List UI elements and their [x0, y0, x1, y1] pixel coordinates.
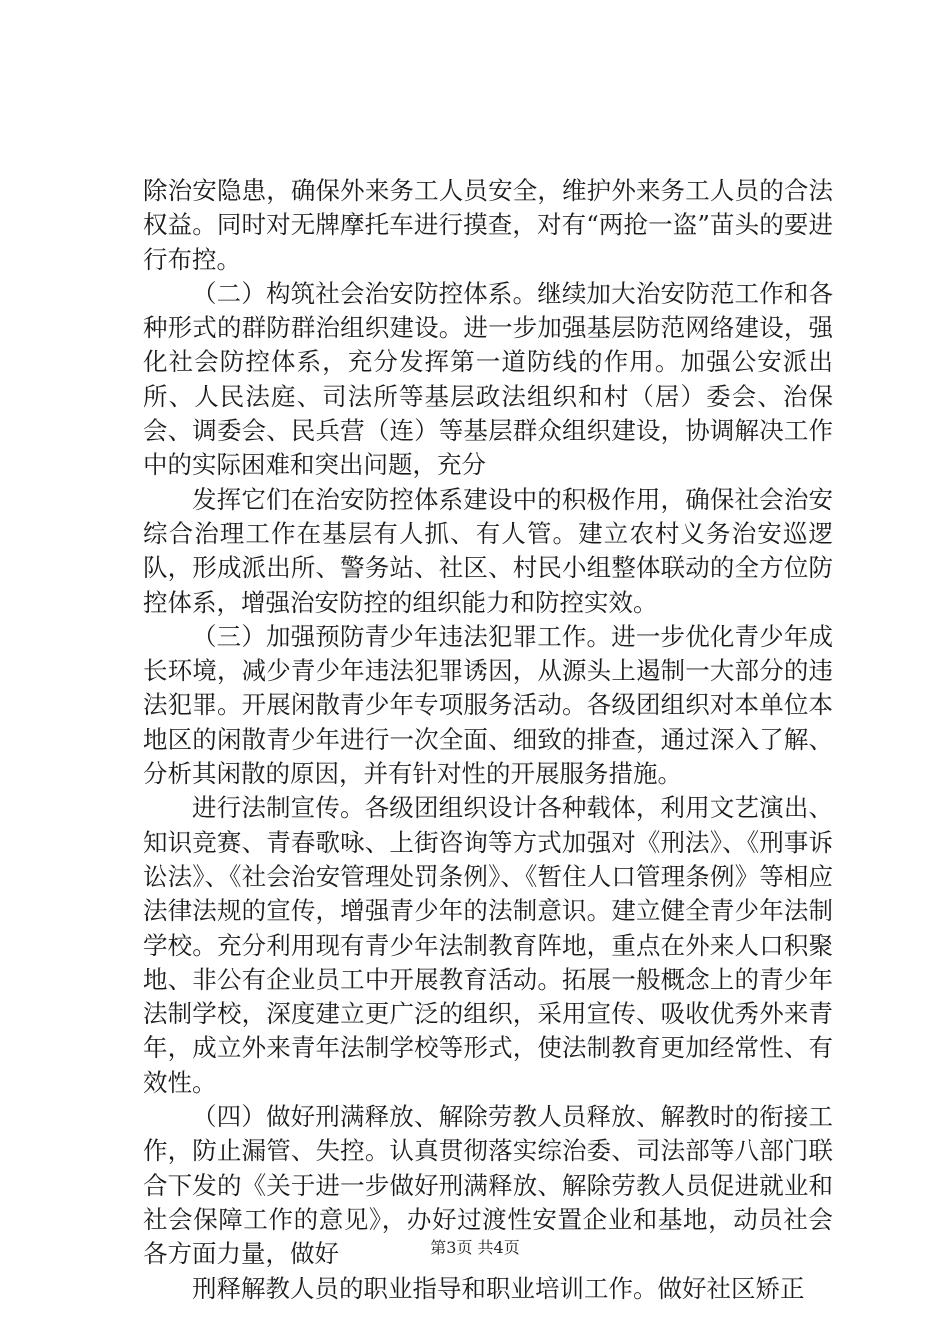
paragraph-5: 进行法制宣传。各级团组织设计各种载体，利用文艺演出、知识竞赛、青春歌咏、上街咨询等方式加强对《刑法》、《刑事诉讼法》、《社会治安管理处罚条例》、《暂住人口管理条例》等相应法律法规的宣传，增强青少年的法制意识。建立健全青少年法制学校。充分利用现有青少年法制教育阵地，重点在外来人口积聚地、非公有企业员工中开展教育活动。拓展一般概念上的青少年法制学校，深度建立更广泛的组织，采用宣传、吸收优秀外来青年，成立外来青年法制学校等形式，使法制教育更加经常性、有效性。	[143, 793, 833, 1097]
document-body	[143, 174, 833, 1306]
paragraph-4: （三）加强预防青少年违法犯罪工作。进一步优化青少年成长环境，减少青少年违法犯罪诱因，从源头上遏制一大部分的违法犯罪。开展闲散青少年专项服务活动。各级团组织对本单位本地区的闲散青少年进行一次全面、细致的排查，通过深入了解、分析其闲散的原因，并有针对性的开展服务措施。	[143, 621, 833, 789]
paragraph-1: 除治安隐患，确保外来务工人员安全，维护外来务工人员的合法权益。同时对无牌摩托车进行摸查，对有“两抢一盗”苗头的要进行布控。	[143, 176, 833, 274]
paragraph-2: （二）构筑社会治安防控体系。继续加大治安防范工作和各种形式的群防群治组织建设。进一步加强基层防范网络建设，强化社会防控体系，充分发挥第一道防线的作用。加强公安派出所、人民法庭、司法所等基层政法组织和村（居）委会、治保会、调委会、民兵营（连）等基层群众组织建设，协调解决工作中的实际困难和突出问题，充分	[143, 278, 833, 480]
page-number-footer: 第3页 共4页	[430, 1238, 520, 1257]
paragraph-7: 刑释解教人员的职业指导和职业培训工作。做好社区矫正	[192, 1273, 805, 1303]
paragraph-6: （四）做好刑满释放、解除劳教人员释放、解教时的衔接工作，防止漏管、失控。认真贯彻落实综治委、司法部等八部门联合下发的《关于进一步做好刑满释放、解除劳教人员促进就业和社会保障工作的意见》，办好过渡性安置企业和基地，动员社会各方面力量，做好	[143, 1102, 833, 1269]
paragraph-3: 发挥它们在治安防控体系建设中的积极作用，确保社会治安综合治理工作在基层有人抓、有人管。建立农村义务治安巡逻队，形成派出所、警务站、社区、村民小组整体联动的全方位防控体系，增强治安防控的组织能力和防控实效。	[143, 484, 833, 617]
